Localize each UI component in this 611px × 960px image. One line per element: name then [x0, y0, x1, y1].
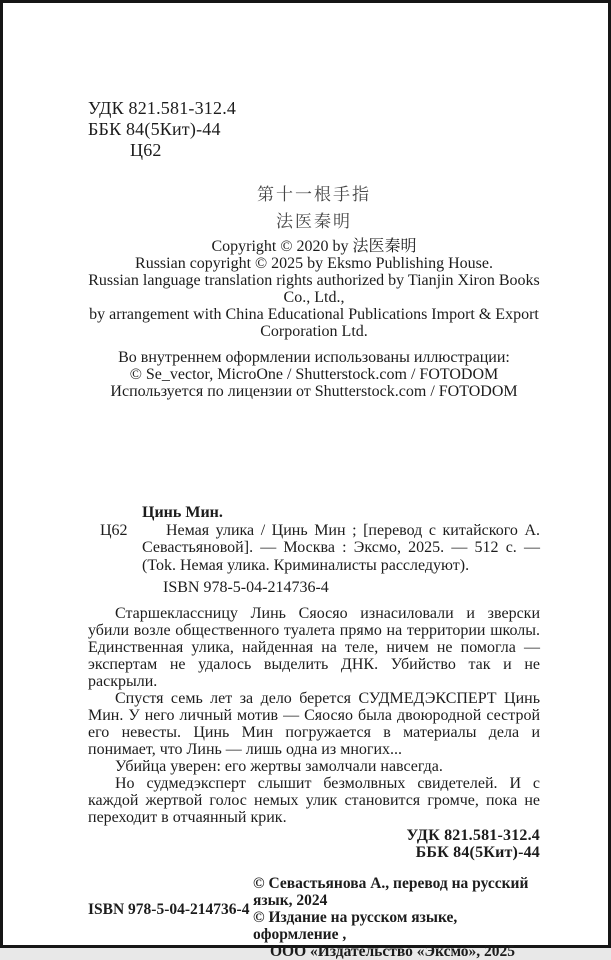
original-author-chinese: 法医秦明: [276, 212, 352, 231]
copyright-block: [88, 238, 540, 340]
catalog-entry: Немая улика / Цинь Мин ; [перевод с китайского А. Севастьяновой]. — Москва : Эксмо, 2025. — 512 с. — (Tok. Немая улика. Криминалисты расследуют).: [142, 521, 540, 574]
udk-code: УДК 821.581-312.4: [88, 98, 237, 118]
annotation-block: [88, 605, 540, 826]
udk-code-bottom: УДК 821.581-312.4: [406, 826, 540, 844]
author-sign-code: Ц62: [130, 140, 162, 160]
edition-copyright: © Издание на русском языке, оформление ,: [253, 908, 458, 943]
bbk-code-bottom: ББК 84(5Кит)-44: [415, 843, 540, 861]
catalog-author: Цинь Мин.: [142, 504, 223, 521]
top-codes-block: [88, 98, 540, 161]
annotation-paragraph-2: Спустя семь лет за дело берется СУДМЕДЭКСПЕРТ Цинь Мин. У него личный мотив — Сяосяо была двоюродной сестрой его невесты. Цинь Мин погружается в материалы дела и понимает, что Линь — лишь одна из многих...: [88, 689, 540, 758]
illustration-credit-heading: Во внутреннем оформлении использованы иллюстрации:: [118, 349, 510, 366]
bbk-code: ББК 84(5Кит)-44: [88, 119, 221, 139]
publisher-copyright: ООО «Издательство «Эксмо», 2025: [270, 942, 516, 960]
copyright-line-russian: Russian copyright © 2025 by Eksmo Publishing House.: [135, 255, 493, 272]
copyright-line-rights-1: Russian language translation rights authorized by Tianjin Xiron Books Co., Ltd.,: [88, 272, 540, 306]
original-title-chinese: 第十一根手指: [257, 185, 371, 204]
original-title-block: [88, 181, 540, 235]
catalog-card: [88, 504, 540, 597]
footer-credits: [253, 875, 540, 960]
illustration-credit-authors: © Se_vector, MicroOne / Shutterstock.com / FOTODOM: [129, 366, 499, 383]
footer-isbn: ISBN 978-5-04-214736-4: [88, 900, 250, 918]
copyright-line-original: Copyright © 2020 by 法医秦明: [211, 238, 417, 255]
page-content: [3, 3, 608, 960]
bottom-codes-block: [88, 827, 540, 861]
annotation-paragraph-1: Старшеклассницу Линь Сяосяо изнасиловали и зверски убили возле общественного туалета прямо на территории школы. Единственная улика, найденная на теле, ничем не помогла — экспертам не удалось выделить ДНК. Убийство так и не раскрыли.: [88, 604, 540, 690]
copyright-line-rights-2: by arrangement with China Educational Publications Import & Export: [89, 306, 539, 323]
annotation-paragraph-3: Убийца уверен: его жертвы замолчали навсегда.: [115, 757, 443, 775]
catalog-margin-code: Ц62: [100, 522, 128, 539]
translation-copyright: © Севастьянова А., перевод на русский язык, 2024: [253, 874, 529, 909]
copyright-line-rights-3: Corporation Ltd.: [260, 323, 368, 340]
illustration-credit-license: Используется по лицензии от Shutterstock.com / FOTODOM: [110, 383, 518, 400]
catalog-isbn: ISBN 978-5-04-214736-4: [163, 579, 329, 596]
footer-block: [88, 874, 540, 960]
annotation-paragraph-4: Но судмедэксперт слышит безмолвных свидетелей. И с каждой жертвой голос немых улик становится громче, пока не переходит в отчаянный крик.: [88, 774, 540, 826]
illustration-credits-block: [88, 349, 540, 400]
